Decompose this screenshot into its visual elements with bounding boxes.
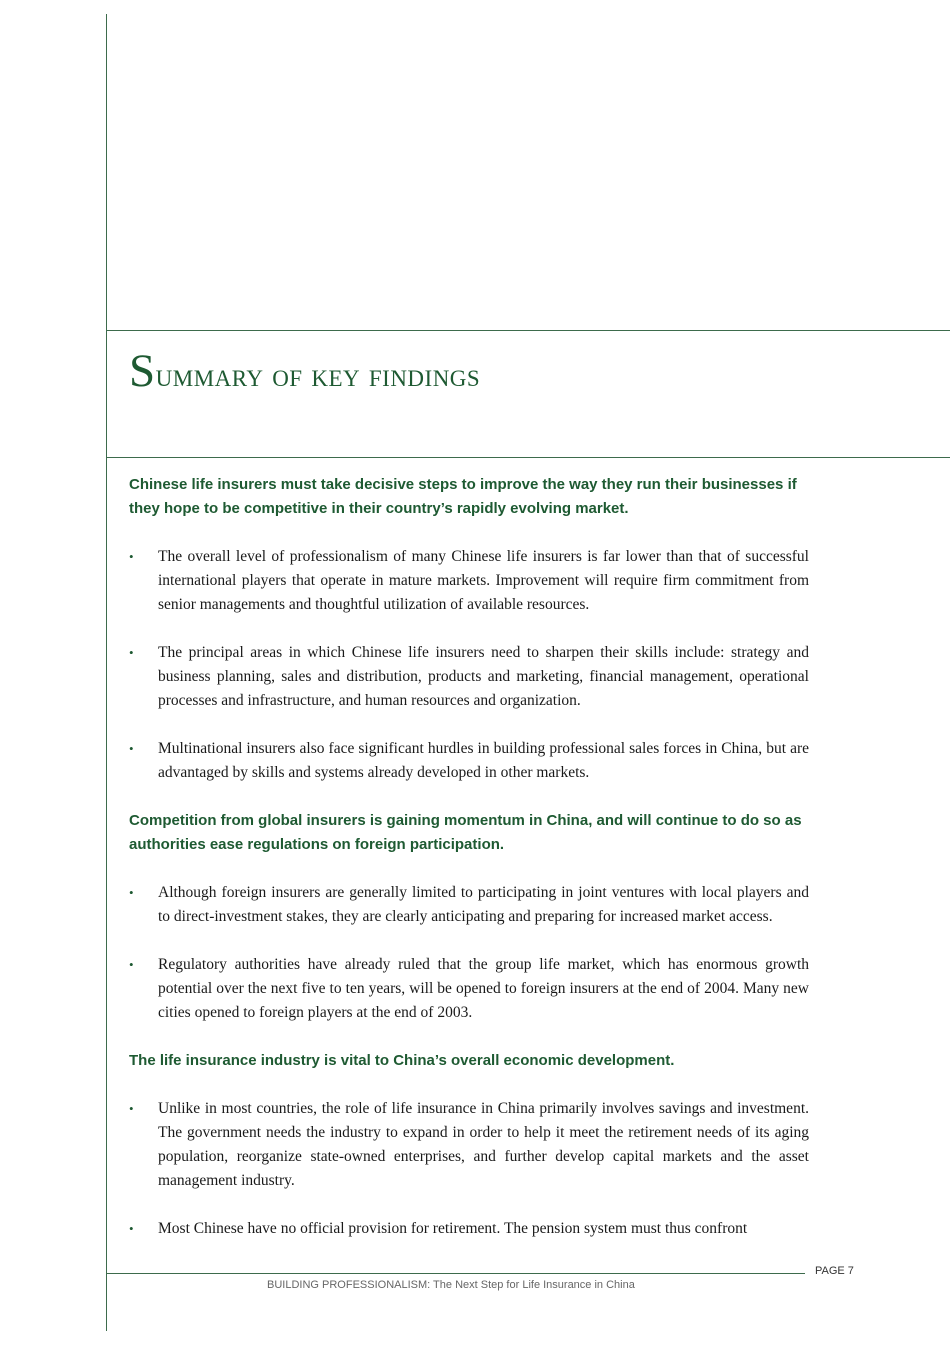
footer-rule: [106, 1273, 805, 1274]
bullet-icon: •: [129, 1221, 134, 1236]
bullet-text: Unlike in most countries, the role of life insurance in China primarily involves savings and investment. The government needs the industry to expand in order to help it meet the retirement needs of its aging population, reorganize state-owned enterprises, and further develop capital markets and the asset management industry.: [158, 1100, 809, 1189]
bullet-icon: •: [129, 645, 134, 660]
bullet-item: [129, 1217, 809, 1241]
bullet-text: Multinational insurers also face significant hurdles in building professional sales forces in China, but are advantaged by skills and systems already developed in other markets.: [158, 740, 809, 781]
finding-section-2: [129, 809, 809, 1025]
bullet-icon: •: [129, 957, 134, 972]
bullet-icon: •: [129, 549, 134, 564]
finding-section-3: [129, 1049, 809, 1241]
section-heading: The life insurance industry is vital to China’s overall economic development.: [129, 1052, 675, 1069]
bullet-item: [129, 737, 809, 785]
bullet-text: The overall level of professionalism of many Chinese life insurers is far lower than that of successful international players that operate in mature markets. Improvement will require firm commitment from senior managements and thoughtful utilization of available resources.: [158, 548, 809, 613]
findings-content: [129, 473, 809, 1265]
title-bottom-rule: [106, 457, 950, 458]
bullet-text: Most Chinese have no official provision for retirement. The pension system must thus confront: [158, 1220, 748, 1237]
title-top-rule: [106, 330, 950, 331]
title-rest: ummary of key findings: [155, 358, 481, 394]
bullet-text: Although foreign insurers are generally limited to participating in joint ventures with local players and to direct-investment stakes, they are clearly anticipating and preparing for increased market access.: [158, 884, 809, 925]
left-margin-rule: [106, 14, 107, 1331]
page-title: [129, 344, 480, 398]
bullet-list: [129, 881, 809, 1025]
bullet-list: [129, 1097, 809, 1241]
bullet-text: The principal areas in which Chinese life insurers need to sharpen their skills include: strategy and business planning, sales and distribution, products and marketing, financial management, operational processes and infrastructure, and human resources and organization.: [158, 644, 809, 709]
section-heading: Competition from global insurers is gaining momentum in China, and will continue to do so as authorities ease regulations on foreign participation.: [129, 812, 802, 853]
bullet-item: [129, 545, 809, 617]
running-footer: BUILDING PROFESSIONALISM: The Next Step for Life Insurance in China: [267, 1279, 635, 1291]
bullet-item: [129, 881, 809, 929]
bullet-list: [129, 545, 809, 785]
bullet-item: [129, 953, 809, 1025]
bullet-icon: •: [129, 885, 134, 900]
section-heading: Chinese life insurers must take decisive steps to improve the way they run their businesses if they hope to be competitive in their country’s rapidly evolving market.: [129, 476, 797, 517]
bullet-icon: •: [129, 741, 134, 756]
bullet-text: Regulatory authorities have already ruled that the group life market, which has enormous growth potential over the next five to ten years, will be opened to foreign insurers at the end of 2004. Many new cities opened to foreign players at the end of 2003.: [158, 956, 809, 1021]
bullet-icon: •: [129, 1101, 134, 1116]
bullet-item: [129, 641, 809, 713]
finding-section-1: [129, 473, 809, 785]
page-number: PAGE 7: [815, 1265, 854, 1277]
bullet-item: [129, 1097, 809, 1193]
title-initial: S: [129, 345, 156, 397]
